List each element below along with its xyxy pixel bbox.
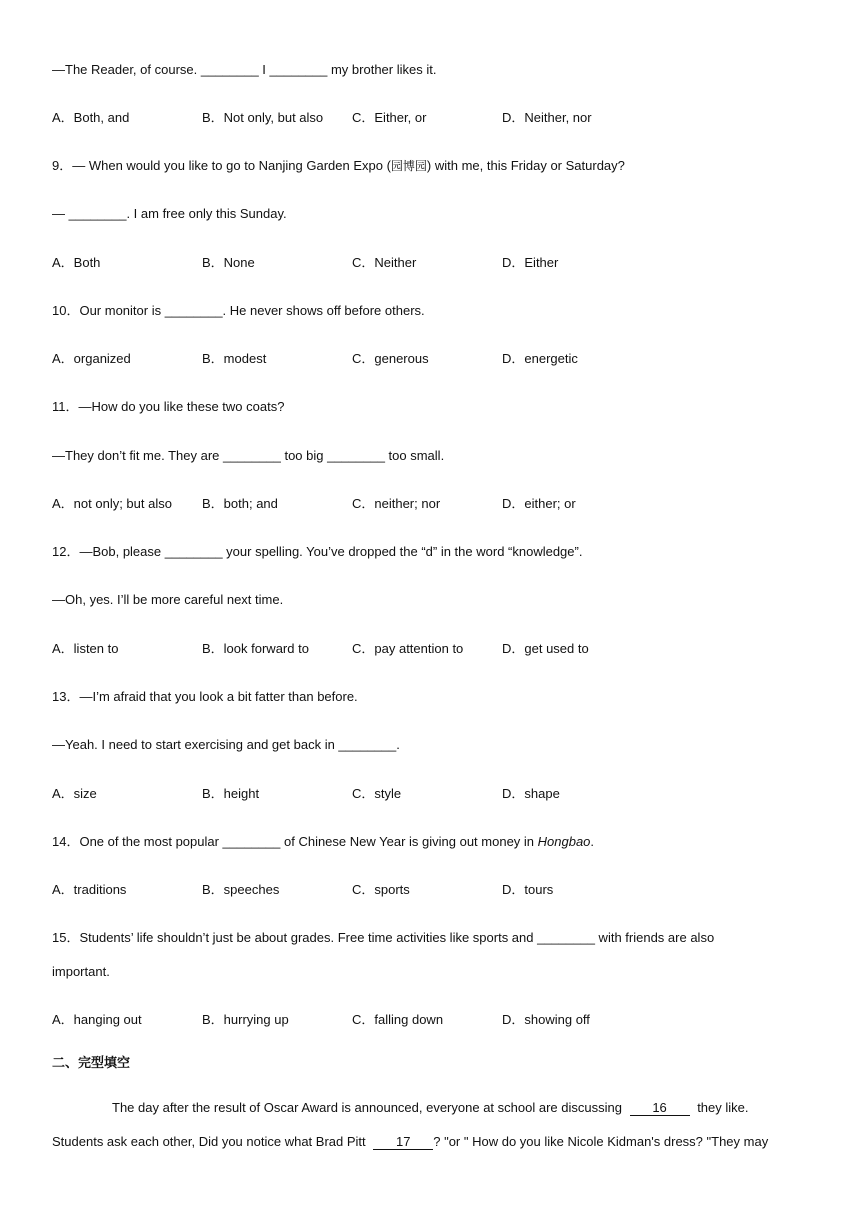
cloze-blank-16[interactable]: 16 xyxy=(630,1100,690,1116)
q13-option-d: D．shape xyxy=(502,786,560,801)
q11-stem: 11．—How do you like these two coats? xyxy=(52,399,285,414)
q11-option-d: D．either; or xyxy=(502,496,576,511)
q14-option-d: D．tours xyxy=(502,882,554,897)
q9-stem xyxy=(52,158,625,174)
q14-stem xyxy=(52,834,594,850)
q15-option-d: D．showing off xyxy=(502,1012,590,1027)
q15-option-a: A．hanging out xyxy=(52,1012,142,1027)
q8-option-d: D．Neither, nor xyxy=(502,110,592,125)
q11-reply: —They don’t fit me. They are ________ too big ________ too small. xyxy=(52,448,445,463)
q12-option-d: D．get used to xyxy=(502,641,589,656)
q13-option-b: B．height xyxy=(202,786,260,801)
q9-option-b: B．None xyxy=(202,255,255,270)
q15-option-c: C．falling down xyxy=(352,1012,444,1027)
passage-line-2-tail: ? "or " How do you like Nicole Kidman's dress? "They may xyxy=(433,1134,769,1149)
q9-reply: — ________. I am free only this Sunday. xyxy=(52,206,287,221)
q14-option-b: B．speeches xyxy=(202,882,280,897)
q13-reply: —Yeah. I need to start exercising and get back in ________. xyxy=(52,737,400,752)
q8-option-b: B．Not only, but also xyxy=(202,110,324,125)
q11-option-b: B．both; and xyxy=(202,496,278,511)
q9-option-a: A．Both xyxy=(52,255,101,270)
q9-option-d: D．Either xyxy=(502,255,559,270)
q9-option-c: C．Neither xyxy=(352,255,417,270)
q12-option-a: A．listen to xyxy=(52,641,119,656)
q12-reply: —Oh, yes. I’ll be more careful next time. xyxy=(52,592,284,607)
q14-option-a: A．traditions xyxy=(52,882,127,897)
q14-stem-part1: 14．One of the most popular ________ of Chinese New Year is giving out money in xyxy=(52,834,538,849)
q13-option-a: A．size xyxy=(52,786,97,801)
q14-stem-italic: Hongbao xyxy=(537,834,591,849)
q11-option-a: A．not only; but also xyxy=(52,496,172,511)
q14-stem-part2: . xyxy=(590,834,595,849)
q15-stem-line1: 15．Students’ life shouldn’t just be about grades. Free time activities like sports and ________ with friends are also xyxy=(52,930,715,945)
q9-stem-cjk: 园博园 xyxy=(390,159,427,173)
q15-stem-line2: important. xyxy=(52,964,110,979)
section-heading-cloze: 二、完型填空 xyxy=(52,1056,131,1071)
passage-line-2-text: Students ask each other, Did you notice what Brad Pitt xyxy=(52,1134,366,1149)
q13-stem: 13．—I’m afraid that you look a bit fatter than before. xyxy=(52,689,358,704)
q10-stem: 10．Our monitor is ________. He never shows off before others. xyxy=(52,303,425,318)
q8-stem: —The Reader, of course. ________ I ________ my brother likes it. xyxy=(52,62,437,77)
passage-line-1-tail: they like. xyxy=(697,1100,749,1115)
q8-option-a: A．Both, and xyxy=(52,110,130,125)
q9-stem-part1: 9．— When would you like to go to Nanjing Garden Expo ( xyxy=(52,158,391,173)
q8-option-c: C．Either, or xyxy=(352,110,427,125)
q10-option-a: A．organized xyxy=(52,351,131,366)
passage-line-2 xyxy=(52,1134,768,1150)
q10-option-d: D．energetic xyxy=(502,351,578,366)
q12-option-c: C．pay attention to xyxy=(352,641,464,656)
q9-stem-part2: ) with me, this Friday or Saturday? xyxy=(426,158,625,173)
passage-line-1-text: The day after the result of Oscar Award is announced, everyone at school are discussing xyxy=(112,1100,622,1115)
q10-option-c: C．generous xyxy=(352,351,429,366)
q13-option-c: C．style xyxy=(352,786,402,801)
q11-option-c: C．neither; nor xyxy=(352,496,441,511)
passage-line-1 xyxy=(112,1100,749,1116)
q14-option-c: C．sports xyxy=(352,882,410,897)
q10-option-b: B．modest xyxy=(202,351,267,366)
q12-option-b: B．look forward to xyxy=(202,641,309,656)
q15-option-b: B．hurrying up xyxy=(202,1012,289,1027)
cloze-blank-17[interactable]: 17 xyxy=(373,1134,433,1150)
q12-stem: 12．—Bob, please ________ your spelling. You’ve dropped the “d” in the word “knowledge”. xyxy=(52,544,583,559)
